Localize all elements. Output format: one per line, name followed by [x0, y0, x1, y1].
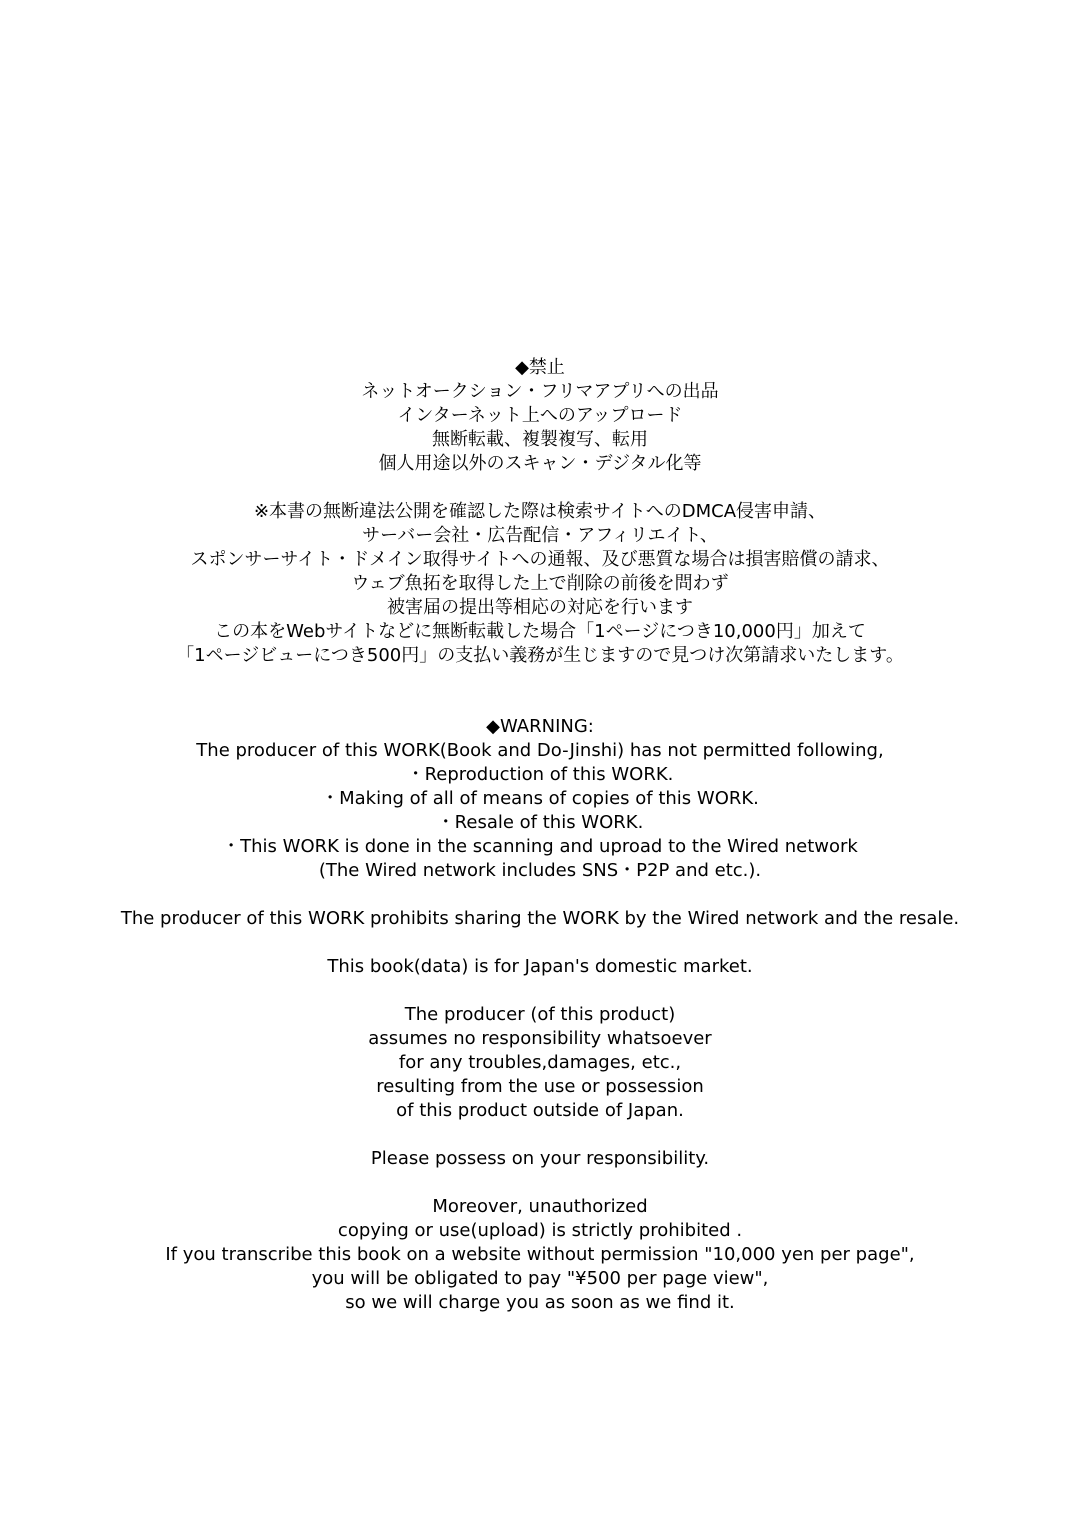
prohibited-item: ネットオークション・フリマアプリへの出品 — [361, 381, 719, 402]
warning-intro: The producer of this WORK(Book and Do-Jinshi) has not permitted following, — [196, 740, 884, 761]
prohibited-item: インターネット上へのアップロード — [397, 405, 683, 426]
possess-statement: Please possess on your responsibility. — [370, 1148, 710, 1169]
notice-line: ウェブ魚拓を取得した上で削除の前後を問わず — [351, 573, 729, 594]
spacer — [0, 979, 1080, 1003]
spacer — [0, 1171, 1080, 1195]
notice-line: ※本書の無断違法公開を確認した際は検索サイトへのDMCA侵害申請、 — [253, 501, 827, 522]
warning-heading: ◆WARNING: — [486, 716, 594, 737]
warning-item: (The Wired network includes SNS・P2P and etc.). — [318, 860, 762, 881]
domestic-market-statement: This book(data) is for Japan's domestic market. — [327, 956, 753, 977]
prohibited-item: 無断転載、複製複写、転用 — [432, 429, 648, 450]
prohibited-heading: ◆禁止 — [515, 357, 565, 378]
responsibility-line: of this product outside of Japan. — [396, 1100, 684, 1121]
responsibility-line: for any troubles,damages, etc., — [398, 1052, 682, 1073]
warning-item: ・This WORK is done in the scanning and uproad to the Wired network — [222, 836, 858, 857]
spacer — [0, 931, 1080, 955]
spacer — [0, 883, 1080, 907]
notice-line: サーバー会社・広告配信・アフィリエイト、 — [362, 525, 718, 546]
prohibited-item: 個人用途以外のスキャン・デジタル化等 — [378, 453, 702, 474]
responsibility-line: The producer (of this product) — [404, 1004, 676, 1025]
spacer — [0, 1123, 1080, 1147]
japanese-notice-section — [0, 500, 1080, 668]
prohibits-statement: The producer of this WORK prohibits sharing the WORK by the Wired network and the resale. — [120, 908, 960, 929]
english-warning-section — [0, 715, 1080, 1315]
closing-line: you will be obligated to pay "¥500 per page view", — [311, 1268, 769, 1289]
responsibility-line: assumes no responsibility whatsoever — [368, 1028, 712, 1049]
responsibility-line: resulting from the use or possession — [376, 1076, 704, 1097]
closing-line: so we will charge you as soon as we find it. — [345, 1292, 735, 1313]
prohibited-section — [0, 356, 1080, 476]
closing-line: If you transcribe this book on a website without permission "10,000 yen per page", — [165, 1244, 915, 1265]
notice-line: 被害届の提出等相応の対応を行います — [387, 597, 693, 618]
notice-line: スポンサーサイト・ドメイン取得サイトへの通報、及び悪質な場合は損害賠償の請求、 — [190, 549, 890, 570]
notice-line: この本をWebサイトなどに無断転載した場合「1ページにつき10,000円」加えて — [214, 621, 866, 642]
notice-line: 「1ページビューにつき500円」の支払い義務が生じますので見つけ次第請求いたします。 — [176, 645, 904, 666]
warning-item: ・Resale of this WORK. — [436, 812, 644, 833]
closing-line: copying or use(upload) is strictly prohibited . — [337, 1220, 743, 1241]
closing-line: Moreover, unauthorized — [432, 1196, 648, 1217]
warning-item: ・Reproduction of this WORK. — [406, 764, 674, 785]
warning-item: ・Making of all of means of copies of this WORK. — [321, 788, 759, 809]
